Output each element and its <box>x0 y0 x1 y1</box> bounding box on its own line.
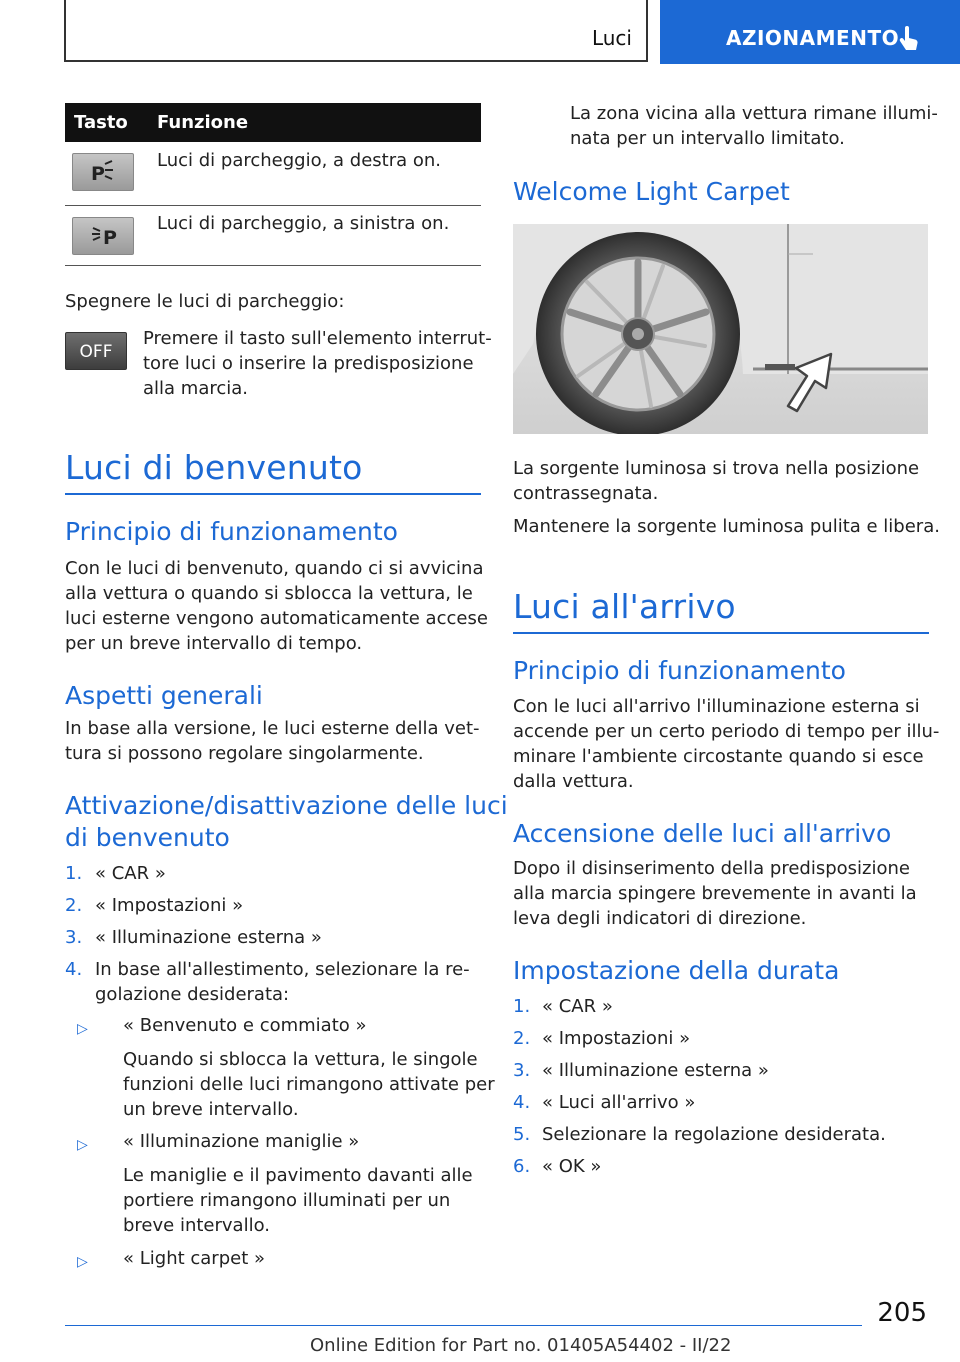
heading-carpet: Welcome Light Carpet <box>513 177 790 206</box>
carpet-intro: La zona vicina alla vettura rimane illumi- nata per un intervallo limitato. <box>570 103 938 149</box>
off-intro: Spegnere le luci di parcheggio: <box>65 291 345 312</box>
duration-steps: 1. « CAR » 2. « Impostazioni » 3. « Illuminazione esterna » 4. « Luci all'arrivo » 5. Selezionare la regolazione desiderata. 6. « OK » <box>513 996 886 1177</box>
section-rule <box>65 493 481 495</box>
option-item: ▷ « Light carpet » <box>65 1246 481 1276</box>
page-number: 205 <box>877 1298 927 1328</box>
triangle-bullet-icon: ▷ <box>77 1254 88 1270</box>
triangle-bullet-icon: ▷ <box>77 1137 88 1153</box>
svg-text:P: P <box>103 227 117 249</box>
svg-text:P: P <box>91 163 105 185</box>
table-row-2-text: Luci di parcheggio, a sinistra on. <box>157 213 450 234</box>
table-col-function: Funzione <box>157 112 249 133</box>
car-wheel-illustration <box>513 224 928 434</box>
general-text: In base alla versione, le luci esterne della vet- tura si possono regolare singolarmente. <box>65 718 480 764</box>
section-title-welcome: Luci di benvenuto <box>65 448 363 487</box>
table-header <box>65 103 481 142</box>
header-section: Luci <box>591 26 632 50</box>
section-rule <box>513 632 929 634</box>
heading-arrival-principle: Principio di funzionamento <box>513 656 846 685</box>
source-text: La sorgente luminosa si trova nella posizione contrassegnata. <box>513 458 920 504</box>
table-divider <box>65 205 481 206</box>
option-list <box>65 1013 495 1276</box>
section-title-arrival: Luci all'arrivo <box>513 587 736 626</box>
footer-edition: Online Edition for Part no. 01405A54402 - II/22 <box>310 1335 732 1356</box>
table-divider <box>65 265 481 266</box>
activation-steps: 1. « CAR » 2. « Impostazioni » 3. « Illuminazione esterna » 4. In base all'allestimento, selezionare la re- golazione desiderata: <box>65 863 470 1005</box>
heading-activation: Attivazione/disattivazione delle luci di benvenuto <box>65 791 508 852</box>
principle-text: Con le luci di benvenuto, quando ci si avvicina alla vettura o quando si sblocca la vettura, le luci esterne vengono automaticamente accese per un breve intervallo di tempo. <box>65 558 488 654</box>
header-chapter: AZIONAMENTO <box>726 26 900 50</box>
table-row-1-text: Luci di parcheggio, a destra on. <box>157 150 442 171</box>
heading-general: Aspetti generali <box>65 681 263 710</box>
triangle-bullet-icon: ▷ <box>77 1021 88 1037</box>
off-instructions: Premere il tasto sull'elemento interrut- tore luci o inserire la predisposizione alla marcia. <box>143 328 492 399</box>
parking-light-left-icon <box>72 217 134 255</box>
option-item: ▷ « Benvenuto e commiato » Quando si sblocca la vettura, le singole funzioni delle luci rimangono attivate per un breve intervallo. <box>77 1015 495 1120</box>
footer-rule <box>65 1325 862 1326</box>
arrival-principle-text: Con le luci all'arrivo l'illuminazione esterna si accende per un certo periodo di tempo per illu- minare l'ambiente circostante quando si esce dalla vettura. <box>513 696 940 792</box>
heading-duration: Impostazione della durata <box>513 956 840 985</box>
heading-principle: Principio di funzionamento <box>65 517 398 546</box>
keep-clean-text: Mantenere la sorgente luminosa pulita e libera. <box>513 516 940 537</box>
table-col-key: Tasto <box>74 112 128 133</box>
heading-switch-on: Accensione delle luci all'arrivo <box>513 819 892 848</box>
off-button-icon: OFF <box>65 332 127 370</box>
pointing-hand-icon <box>898 26 920 52</box>
header-chapter-tab <box>660 0 960 64</box>
switch-on-text: Dopo il disinserimento della predisposizione alla marcia spingere brevemente in avanti la leva degli indicatori di direzione. <box>513 858 917 929</box>
header-box <box>64 0 648 62</box>
parking-light-right-icon <box>72 153 134 191</box>
option-item: ▷ « Illuminazione maniglie » Le maniglie e il pavimento davanti alle portiere rimangono illuminati per un breve intervallo. <box>77 1131 473 1236</box>
